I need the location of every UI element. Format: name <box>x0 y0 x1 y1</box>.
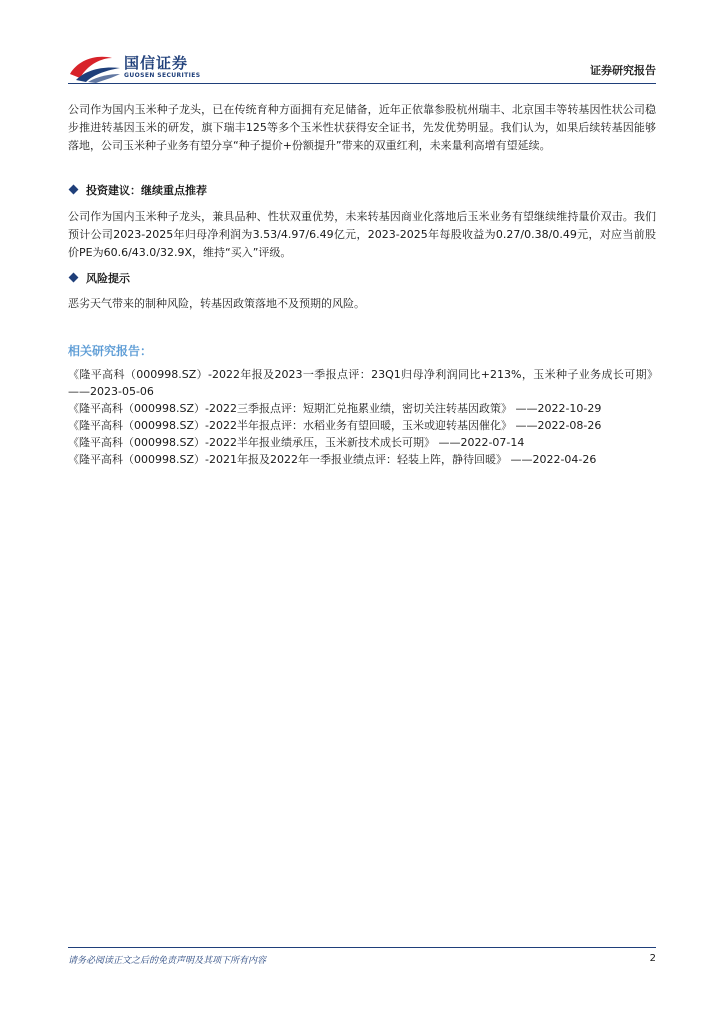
logo-english-name: GUOSEN SECURITIES <box>124 72 201 79</box>
page-header <box>68 50 656 86</box>
diamond-bullet-icon <box>69 185 79 195</box>
investment-paragraph: 公司作为国内玉米种子龙头，兼具品种、性状双重优势，未来转基因商业化落地后玉米业务有望继续维持量价双击。我们预计公司2023-2025年归母净利润为3.53/4.97/6.49亿元，2023-2025年每股收益为0.27/0.38/0.49元，对应当前股价PE为60.6/43.0/32.9X，维持“买入”评级。 <box>68 210 656 259</box>
footer-disclaimer: 请务必阅读正文之后的免责声明及其项下所有内容 <box>68 956 267 966</box>
list-item[interactable] <box>68 451 658 468</box>
related-reports-list <box>68 366 658 468</box>
related-report-title: 《隆平高科（000998.SZ）-2022半年报点评：水稻业务有望回暖，玉米或迎转基因催化》 <box>68 419 512 432</box>
logo-chinese-name: 国信证券 <box>124 54 189 72</box>
related-report-date: ——2022-10-29 <box>515 402 602 415</box>
diamond-bullet-icon <box>69 273 79 283</box>
risk-paragraph: 恶劣天气带来的制种风险，转基因政策落地不及预期的风险。 <box>68 297 365 310</box>
related-report-title: 《隆平高科（000998.SZ）-2022年报及2023一季报点评：23Q1归母净利润同比+213%，玉米种子业务成长可期》 <box>68 368 658 381</box>
list-item[interactable] <box>68 434 658 451</box>
related-report-date: ——2023-05-06 <box>68 385 154 398</box>
header-divider <box>68 83 656 84</box>
investment-heading-text: 投资建议：继续重点推荐 <box>86 184 207 197</box>
report-type-label: 证券研究报告 <box>590 64 656 77</box>
related-report-title: 《隆平高科（000998.SZ）-2021年报及2022年一季报业绩点评：轻装上阵，静待回暖》 <box>68 453 507 466</box>
list-item[interactable] <box>68 366 658 400</box>
related-reports-title: 相关研究报告： <box>68 344 153 358</box>
list-item[interactable] <box>68 400 658 417</box>
guosen-logo-icon <box>68 52 122 84</box>
related-report-title: 《隆平高科（000998.SZ）-2022三季报点评：短期汇兑拖累业绩，密切关注转基因政策》 <box>68 402 512 415</box>
related-report-date: ——2022-08-26 <box>515 419 602 432</box>
investment-heading <box>68 183 207 199</box>
risk-heading <box>68 271 130 287</box>
page-number: 2 <box>649 953 656 964</box>
list-item[interactable] <box>68 417 658 434</box>
risk-heading-text: 风险提示 <box>86 272 130 285</box>
intro-paragraph: 公司作为国内玉米种子龙头，已在传统育种方面拥有充足储备，近年正依靠参股杭州瑞丰、北京国丰等转基因性状公司稳步推进转基因玉米的研发，旗下瑞丰125等多个玉米性状获得安全证书，先发优势明显。我们认为，如果后续转基因能够落地，公司玉米种子业务有望分享“种子提价+份额提升”带来的双重红利，未来量利高增有望延续。 <box>68 103 656 152</box>
footer-divider <box>68 947 656 948</box>
related-report-date: ——2022-07-14 <box>438 436 525 449</box>
related-report-title: 《隆平高科（000998.SZ）-2022半年报业绩承压，玉米新技术成长可期》 <box>68 436 435 449</box>
related-report-date: ——2022-04-26 <box>510 453 597 466</box>
